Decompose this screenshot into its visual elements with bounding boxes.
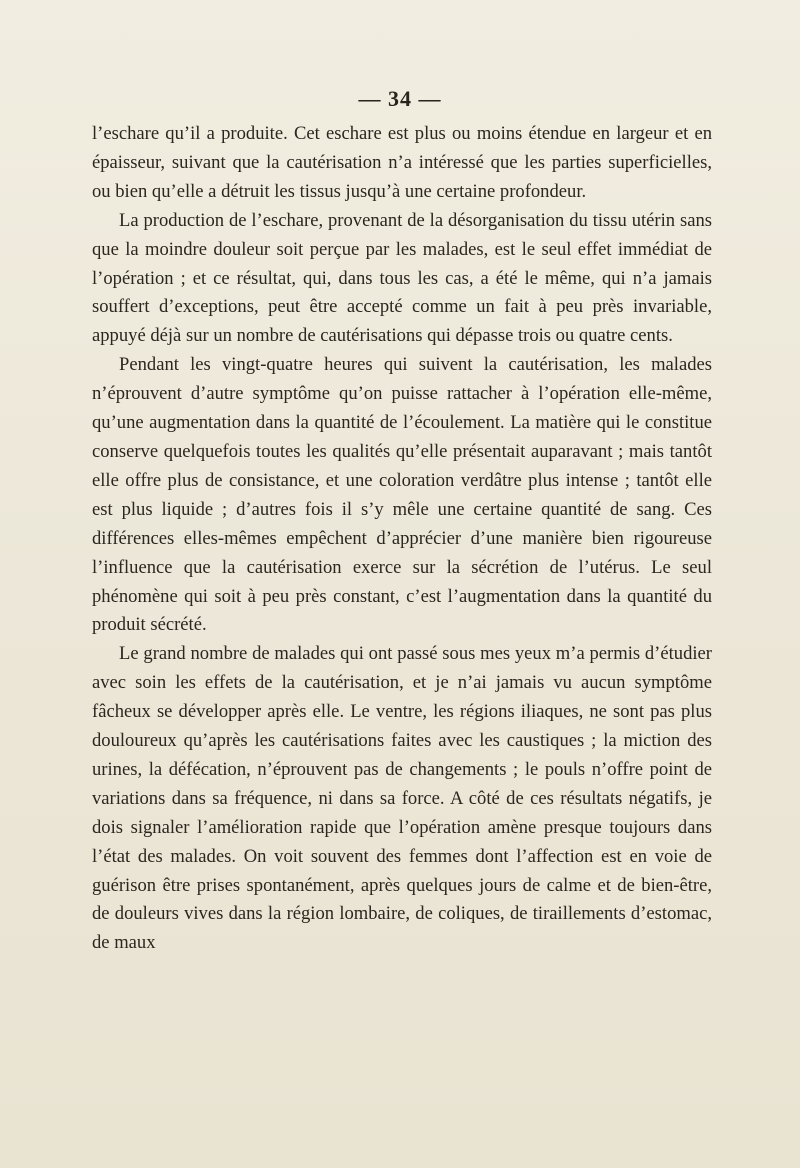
page-number: — 34 — [358, 86, 442, 111]
body-text [92, 120, 712, 958]
paragraph-1: l’eschare qu’il a produite. Cet eschare est plus ou moins étendue en largeur et en épaisseur, suivant que la cautérisation n’a intéressé que les parties superficielles, ou bien qu’elle a détruit les tissus jusqu’à une certaine profondeur. [92, 123, 712, 202]
paragraph-3: Pendant les vingt-quatre heures qui suivent la cautérisation, les malades n’éprouvent d’autre symptôme qu’on puisse rattacher à l’opération elle-même, qu’une augmentation dans la quantité de l’écoulement. La matière qui le constitue conserve quelquefois toutes les qualités qu’elle présentait auparavant ; mais tantôt elle offre plus de consistance, et une coloration verdâtre plus intense ; tantôt elle est plus liquide ; d’autres fois il s’y mêle une certaine quantité de sang. Ces différences elles-mêmes empêchent d’apprécier d’une manière bien rigoureuse l’influence que la cautérisation exerce sur la sécrétion de l’utérus. Le seul phénomène qui soit à peu près constant, c’est l’augmentation dans la quantité du produit sécrété. [92, 354, 712, 636]
paragraph-2: La production de l’eschare, provenant de la désorganisation du tissu utérin sans que la moindre douleur soit perçue par les malades, est le seul effet immédiat de l’opération ; et ce résultat, qui, dans tous les cas, a été le même, qui n’a jamais souffert d’exceptions, peut être accepté comme un fait à peu près invariable, appuyé déjà sur un nombre de cautérisations qui dépasse trois ou quatre cents. [92, 209, 712, 347]
paragraph-4: Le grand nombre de malades qui ont passé sous mes yeux m’a permis d’étudier avec soin les effets de la cautérisation, et je n’ai jamais vu aucun symptôme fâcheux se développer après elle. Le ventre, les régions iliaques, ne sont pas plus douloureux qu’après les cautérisations faites avec les caustiques ; la miction des urines, la défécation, n’éprouvent pas de changements ; le pouls n’offre point de variations dans sa fréquence, ni dans sa force. A côté de ces résultats négatifs, je dois signaler l’amélioration rapide que l’opération amène presque toujours dans l’état des malades. On voit souvent des femmes dont l’affection est en voie de guérison être prises spontanément, après quelques jours de calme et de bien-être, de douleurs vives dans la région lombaire, de coliques, de tiraillements d’estomac, de maux [92, 643, 712, 954]
